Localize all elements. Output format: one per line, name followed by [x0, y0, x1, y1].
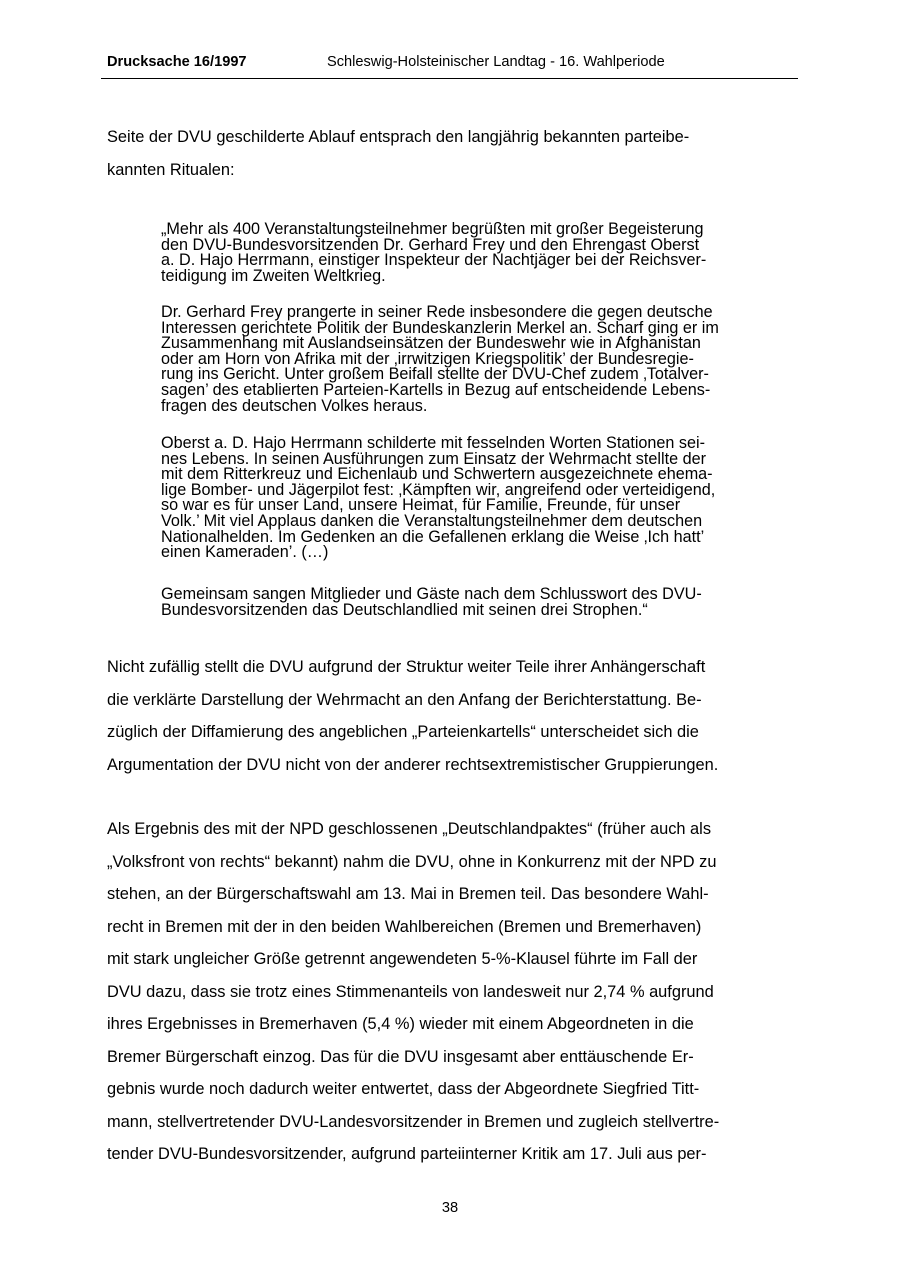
- quote-line: fragen des deutschen Volkes heraus.: [161, 396, 428, 415]
- quote-line: lige Bomber- und Jägerpilot fest: ‚Kämpften wir, angreifend oder verteidigend,: [161, 480, 716, 499]
- text-line: kannten Ritualen:: [107, 160, 235, 179]
- quote-line: Interessen gerichtete Politik der Bundeskanzlerin Merkel an. Scharf ging er im: [161, 318, 719, 337]
- text-line: mann, stellvertretender DVU-Landesvorsitzender in Bremen und zugleich stellvertre-: [107, 1112, 720, 1131]
- text-line: die verklärte Darstellung der Wehrmacht an den Anfang der Berichterstattung. Be-: [107, 690, 702, 709]
- quote-line: Volk.’ Mit viel Applaus danken die Veranstaltungsteilnehmer dem deutschen: [161, 511, 703, 530]
- quote-line: a. D. Hajo Herrmann, einstiger Inspekteur der Nachtjäger bei der Reichsver-: [161, 251, 707, 270]
- quote-line: Dr. Gerhard Frey prangerte in seiner Rede insbesondere die gegen deutsche: [161, 303, 713, 321]
- quote-paragraph-4: [161, 587, 796, 618]
- text-line: züglich der Diffamierung des angeblichen „Parteienkartells“ unterscheidet sich die: [107, 723, 699, 741]
- quote-line: mit dem Ritterkreuz und Eichenlaub und Schwertern ausgezeichnete ehema-: [161, 465, 713, 484]
- quote-line: oder am Horn von Afrika mit der ‚irrwitzigen Kriegspolitik’ der Bundesregie-: [161, 349, 694, 368]
- intro-paragraph: [107, 121, 797, 186]
- text-line: Argumentation der DVU nicht von der anderer rechtsextremistischer Gruppierungen.: [107, 755, 719, 774]
- quote-line: Bundesvorsitzenden das Deutschlandlied mit seinen drei Strophen.“: [161, 600, 648, 619]
- body-paragraph-2: [107, 813, 797, 1171]
- quote-paragraph-1: [161, 222, 796, 284]
- quote-line: teidigung im Zweiten Weltkrieg.: [161, 266, 386, 285]
- text-line: recht in Bremen mit der in den beiden Wahlbereichen (Bremen und Bremerhaven): [107, 917, 702, 936]
- quote-line: Nationalhelden. Im Gedenken an die Gefallenen erklang die Weise ‚Ich hatt’: [161, 527, 705, 546]
- quote-line: Zusammenhang mit Auslandseinsätzen der Bundeswehr wie in Afghanistan: [161, 334, 701, 353]
- quote-line: nes Lebens. In seinen Ausführungen zum Einsatz der Wehrmacht stellte der: [161, 449, 706, 468]
- quote-paragraph-2: [161, 305, 796, 414]
- page-header: [101, 52, 798, 79]
- header-title: Schleswig-Holsteinischer Landtag - 16. Wahlperiode: [327, 54, 665, 70]
- quote-line: so war es für unser Land, unsere Heimat, für Familie, Freunde, für unser: [161, 496, 681, 515]
- text-line: gebnis wurde noch dadurch weiter entwertet, dass der Abgeordnete Siegfried Titt-: [107, 1080, 700, 1098]
- text-line: „Volksfront von rechts“ bekannt) nahm die DVU, ohne in Konkurrenz mit der NPD zu: [107, 852, 717, 871]
- quote-line: den DVU-Bundesvorsitzenden Dr. Gerhard Frey und den Ehrengast Oberst: [161, 235, 700, 254]
- document-number: Drucksache 16/1997: [107, 54, 247, 70]
- text-line: Als Ergebnis des mit der NPD geschlossenen „Deutschlandpaktes“ (früher auch als: [107, 820, 712, 838]
- quote-line: Gemeinsam sangen Mitglieder und Gäste nach dem Schlusswort des DVU-: [161, 585, 702, 603]
- quote-line: sagen’ des etablierten Parteien-Kartells in Bezug auf entscheidende Lebens-: [161, 380, 711, 399]
- body-paragraph-1: [107, 651, 797, 781]
- quote-paragraph-3: [161, 436, 796, 561]
- quote-line: „Mehr als 400 Veranstaltungsteilnehmer begrüßten mit großer Begeisterung: [161, 220, 704, 238]
- quote-line: einen Kameraden’. (…): [161, 543, 329, 562]
- text-line: mit stark ungleicher Größe getrennt angewendeten 5-%-Klausel führte im Fall der: [107, 950, 698, 968]
- quote-line: rung ins Gericht. Unter großem Beifall stellte der DVU-Chef zudem ‚Totalver-: [161, 365, 709, 384]
- text-line: Nicht zufällig stellt die DVU aufgrund der Struktur weiter Teile ihrer Anhängerschaft: [107, 658, 706, 676]
- quote-line: Oberst a. D. Hajo Herrmann schilderte mit fesselnden Worten Stationen sei-: [161, 434, 706, 452]
- text-line: Seite der DVU geschilderte Ablauf entsprach den langjährig bekannten parteibe-: [107, 128, 690, 146]
- text-line: Bremer Bürgerschaft einzog. Das für die DVU insgesamt aber enttäuschende Er-: [107, 1047, 694, 1066]
- text-line: tender DVU-Bundesvorsitzender, aufgrund parteiinterner Kritik am 17. Juli aus per-: [107, 1145, 707, 1163]
- page-number: 38: [441, 1200, 459, 1216]
- text-line: ihres Ergebnisses in Bremerhaven (5,4 %) wieder mit einem Abgeordneten in die: [107, 1015, 694, 1033]
- text-line: DVU dazu, dass sie trotz eines Stimmenanteils von landesweit nur 2,74 % aufgrund: [107, 982, 714, 1001]
- text-line: stehen, an der Bürgerschaftswahl am 13. Mai in Bremen teil. Das besondere Wahl-: [107, 885, 709, 903]
